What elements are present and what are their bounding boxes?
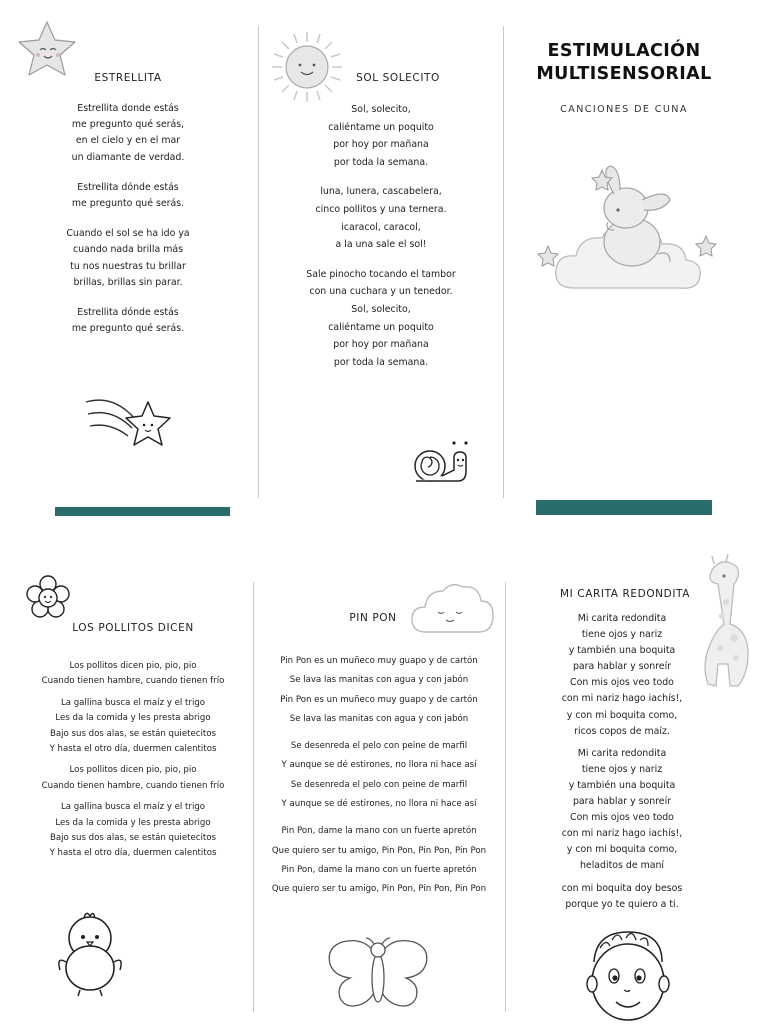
lyric-line: y también una boquita	[568, 779, 676, 791]
top-divider-left	[258, 26, 259, 498]
lyric-line: me pregunto qué serás,	[71, 119, 185, 131]
lyric-line: Mi carita redondita	[577, 747, 667, 759]
los-pollitos-lyrics	[0, 659, 266, 862]
lyric-line: Los pollitos dicen pio, pio, pio	[69, 661, 197, 671]
stanza	[0, 800, 266, 862]
lyric-line: Pin Pon, dame la mano con un fuerte apretón	[281, 826, 477, 837]
lyric-line: Y hasta el otro día, duermen calentitos	[49, 744, 217, 755]
lyric-line: Bajo sus dos alas, se están quietecitos	[50, 833, 216, 844]
lyric-line: brillas, brillas sin parar.	[73, 276, 183, 288]
lyric-line: con mi boquita doy besos	[561, 882, 683, 894]
butterfly-icon	[326, 936, 430, 1012]
lyric-line: porque yo te quiero a ti.	[565, 898, 679, 910]
lyric-line: Estrellita dónde estás	[77, 307, 179, 319]
accent-bar-left	[55, 507, 230, 516]
lyric-line: Sol, solecito,	[351, 104, 411, 115]
lyric-line: Cuando el sol se ha ido ya	[66, 228, 190, 240]
lyric-line: Mi carita redondita	[577, 613, 667, 624]
lyric-line: con mi nariz hago iachís!,	[561, 693, 683, 705]
los-pollitos-title: LOS POLLITOS DICEN	[72, 622, 194, 634]
lyric-line: tiene ojos y nariz	[581, 629, 663, 641]
lyric-line: Bajo sus dos alas, se están quietecitos	[50, 728, 216, 739]
stanza	[260, 101, 502, 171]
cover-title-line1: ESTIMULACIÓN	[547, 41, 701, 61]
lyric-line: Y aunque se dé estirones, no llora ni hace así	[281, 760, 477, 771]
lyric-line: en el cielo y en el mar	[75, 135, 181, 147]
lyric-line: por toda la semana.	[333, 356, 429, 368]
stanza	[256, 822, 502, 899]
cloud-icon	[408, 580, 496, 640]
los-pollitos-panel	[0, 622, 266, 862]
cover-subtitle: CANCIONES DE CUNA	[560, 104, 688, 115]
top-divider-right	[503, 26, 504, 498]
stanza	[260, 266, 502, 372]
cover-panel	[505, 40, 743, 115]
lyric-line: para hablar y sonreír	[572, 661, 672, 673]
estrellita-title: ESTRELLITA	[94, 72, 162, 84]
lyric-line: ricos copos de maíz.	[574, 725, 670, 737]
stanza	[530, 611, 714, 740]
lyric-line: con mi nariz hago iachís!,	[561, 828, 683, 840]
lyric-line: Con mis ojos veo todo	[570, 812, 674, 824]
stanza	[0, 305, 256, 337]
lyric-line: me pregunto qué serás.	[71, 198, 185, 210]
mi-carita-lyrics	[530, 611, 714, 913]
bottom-divider-right	[505, 582, 506, 1012]
lyric-line: Se lava las manitas con agua y con jabón	[289, 675, 469, 686]
lyric-line: me pregunto qué serás.	[71, 323, 185, 335]
lyric-line: Les da la comida y les presta abrigo	[55, 713, 211, 724]
lyric-line: Se lava las manitas con agua y con jabón	[289, 713, 469, 724]
lyric-line: Estrellita donde estás	[77, 103, 179, 114]
stanza	[0, 180, 256, 212]
sol-solecito-lyrics	[260, 101, 502, 371]
mi-carita-title: MI CARITA REDONDITA	[559, 588, 691, 600]
mi-carita-panel	[520, 588, 730, 600]
lyric-line: Sol, solecito,	[351, 303, 411, 315]
child-face-icon	[580, 928, 676, 1022]
stanza	[256, 737, 502, 814]
snail-icon	[410, 440, 472, 488]
lyric-line: y con mi boquita como,	[566, 709, 678, 721]
chick-icon	[54, 906, 126, 1000]
pin-pon-panel	[256, 652, 502, 900]
lyric-line: Estrellita dónde estás	[77, 181, 179, 193]
stanza	[0, 696, 266, 758]
stanza	[0, 226, 256, 291]
lyric-line: Se desenreda el pelo con peine de marfil	[290, 741, 468, 752]
lyric-line: y con mi boquita como,	[566, 844, 678, 856]
lyric-line: Pin Pon es un muñeco muy guapo y de cartón	[280, 694, 478, 705]
sun-icon	[270, 30, 344, 104]
lyric-line: caliéntame un poquito	[328, 321, 434, 333]
stanza	[0, 101, 256, 166]
lyric-line: a la una sale el sol!	[335, 239, 427, 251]
lyric-line: por hoy por mañana	[333, 139, 429, 151]
lyric-line: Y aunque se dé estirones, no llora ni hace así	[281, 799, 477, 810]
lyric-line: luna, lunera, cascabelera,	[320, 186, 442, 198]
stanza	[0, 659, 266, 690]
lyric-line: tu nos nuestras tu brillar	[70, 260, 186, 272]
lyric-line: por toda la semana.	[333, 156, 429, 168]
lyric-line: Se desenreda el pelo con peine de marfil	[290, 779, 468, 790]
lyric-line: Con mis ojos veo todo	[570, 677, 674, 689]
stanza	[260, 183, 502, 253]
mi-carita-lyrics-wrap	[530, 611, 714, 913]
flower-icon	[24, 574, 72, 620]
lyric-line: por hoy por mañana	[333, 339, 429, 351]
lyric-line: Cuando tienen hambre, cuando tienen frío	[41, 676, 225, 687]
lyric-line: para hablar y sonreír	[572, 796, 672, 808]
lyric-line: Que quiero ser tu amigo, Pin Pon, Pin Pon, Pin Pon	[271, 884, 487, 895]
stanza	[0, 763, 266, 794]
lyric-line: Los pollitos dicen pio, pio, pio	[69, 765, 197, 776]
accent-bar-right	[536, 500, 712, 515]
lyric-line: Sale pinocho tocando el tambor	[306, 268, 456, 280]
lyric-line: tiene ojos y nariz	[581, 763, 663, 775]
bunny-on-cloud-icon	[534, 160, 724, 324]
smiling-star-icon	[14, 18, 80, 80]
cover-title-line2: MULTISENSORIAL	[536, 64, 712, 84]
lyric-line: La gallina busca el maíz y el trigo	[60, 802, 206, 813]
sol-solecito-title: SOL SOLECITO	[356, 72, 440, 84]
lyric-line: Que quiero ser tu amigo, Pin Pon, Pin Pon, Pin Pon	[271, 845, 487, 856]
pin-pon-title: PIN PON	[349, 612, 397, 624]
lyric-line: con una cuchara y un tenedor.	[309, 286, 453, 298]
stanza	[530, 881, 714, 913]
pin-pon-lyrics	[256, 652, 502, 900]
lyric-line: un diamante de verdad.	[71, 151, 185, 163]
lyric-line: cinco pollitos y una ternera.	[315, 203, 447, 215]
estrellita-panel	[0, 72, 256, 337]
lyric-line: icaracol, caracol,	[341, 221, 421, 233]
lyric-line: Pin Pon, dame la mano con un fuerte apretón	[281, 864, 477, 875]
lyric-line: y también una boquita	[568, 645, 676, 657]
shooting-star-icon	[82, 388, 178, 458]
stanza	[530, 746, 714, 875]
lyric-line: Les da la comida y les presta abrigo	[55, 817, 211, 828]
lyric-line: Pin Pon es un muñeco muy guapo y de cartón	[280, 656, 478, 666]
lyric-line: La gallina busca el maíz y el trigo	[60, 697, 206, 708]
sol-solecito-panel	[300, 72, 474, 84]
stanza	[256, 652, 502, 729]
lyric-line: cuando nada brilla más	[73, 244, 183, 256]
lyric-line: heladitos de maní	[579, 860, 664, 872]
lyric-line: Cuando tienen hambre, cuando tienen frío	[41, 780, 225, 791]
estrellita-lyrics	[0, 101, 256, 337]
lyric-line: Y hasta el otro día, duermen calentitos	[49, 848, 217, 859]
lyric-line: caliéntame un poquito	[328, 121, 434, 133]
sol-solecito-lyrics-wrap	[260, 101, 502, 371]
